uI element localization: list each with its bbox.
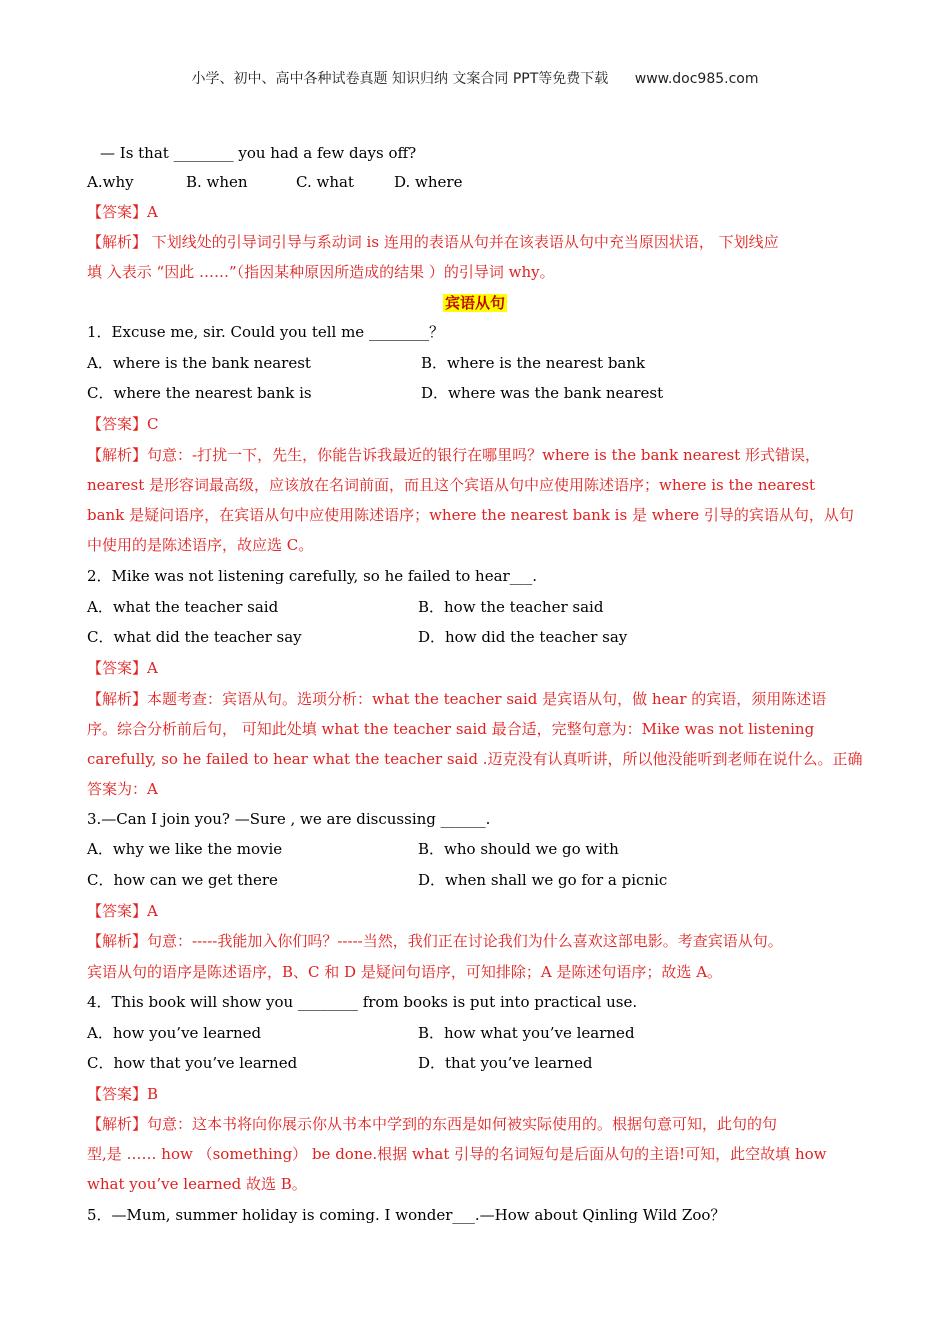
analysis-tag: 【解析】 [87, 1115, 148, 1133]
q4-option-d: D．that you’ve learned [418, 1054, 593, 1072]
q0-option-c: C. what [296, 173, 354, 191]
analysis-tag: 【解析】 [87, 690, 148, 708]
q4-analysis-line-2: 型,是 …… how （something） be done.根据 what 引导的名词短句是后面从句的主语!可知，此空故填 how [87, 1145, 827, 1163]
q0-analysis-line-1 [87, 232, 877, 252]
q3-option-a: A．why we like the movie [87, 840, 283, 858]
q2-analysis-line-4: 答案为：A [87, 780, 158, 798]
q2-stem: 2．Mike was not listening carefully, so he failed to hear___. [87, 567, 537, 585]
q1-option-b: B．where is the nearest bank [421, 354, 646, 372]
q1-analysis-line-1 [87, 445, 877, 465]
q4-analysis-line-1 [87, 1114, 877, 1134]
q4-answer [87, 1084, 877, 1104]
analysis-text: 本题考查：宾语从句。选项分析：what the teacher said 是宾语从句，做 hear 的宾语，须用陈述语 [147, 690, 827, 708]
q2-option-b: B．how the teacher said [418, 598, 604, 616]
q1-analysis-line-3: bank 是疑问语序，在宾语从句中应使用陈述语序；where the nearest bank is 是 where 引导的宾语从句，从句 [87, 506, 854, 524]
section-title [0, 292, 950, 313]
q4-option-b: B．how what you’ve learned [418, 1024, 635, 1042]
q0-analysis-line-2: 填 入表示 “因此 ……”（指因某种原因所造成的结果 ）的引导词 why。 [87, 263, 555, 281]
analysis-text: 句意：-打扰一下，先生，你能告诉我最近的银行在哪里吗？where is the bank nearest 形式错误， [147, 446, 820, 464]
q3-stem: 3.—Can I join you? —Sure , we are discussing ______. [87, 810, 491, 828]
answer-tag: 【答案】 [87, 1085, 148, 1103]
q4-option-c: C．how that you’ve learned [87, 1054, 298, 1072]
answer-value: B [147, 1085, 159, 1103]
answer-tag: 【答案】 [87, 659, 148, 677]
analysis-tag: 【解析】 [87, 233, 148, 251]
header-site: www.doc985.com [634, 71, 759, 87]
q2-option-d: D．how did the teacher say [418, 628, 628, 646]
analysis-text: 句意：-----我能加入你们吗？-----当然，我们正在讨论我们为什么喜欢这部电影。考查宾语从句。 [147, 932, 783, 950]
answer-value: A [147, 902, 158, 920]
q1-option-a: A．where is the bank nearest [87, 354, 311, 372]
analysis-tag: 【解析】 [87, 932, 148, 950]
q2-analysis-line-1 [87, 689, 877, 709]
q0-option-a: A.why [87, 173, 134, 191]
q3-option-c: C．how can we get there [87, 871, 278, 889]
q0-option-d: D. where [394, 173, 463, 191]
answer-tag: 【答案】 [87, 203, 148, 221]
page-header [0, 68, 950, 88]
q4-analysis-line-3: what you’ve learned 故选 B。 [87, 1175, 307, 1193]
q2-answer [87, 658, 877, 678]
q1-answer [87, 414, 877, 434]
q2-analysis-line-3: carefully, so he failed to hear what the teacher said .迈克没有认真听讲，所以他没能听到老师在说什么。正确 [87, 750, 863, 768]
q4-option-a: A．how you’ve learned [87, 1024, 262, 1042]
analysis-text: 句意：这本书将向你展示你从书本中学到的东西是如何被实际使用的。根据句意可知，此句的句 [147, 1115, 778, 1133]
q2-option-c: C．what did the teacher say [87, 628, 302, 646]
q0-option-b: B. when [186, 173, 248, 191]
analysis-tag: 【解析】 [87, 446, 148, 464]
answer-tag: 【答案】 [87, 902, 148, 920]
q4-stem: 4．This book will show you ________ from books is put into practical use. [87, 993, 638, 1011]
header-text: 小学、初中、高中各种试卷真题 知识归纳 文案合同 PPT等免费下载 [191, 71, 609, 87]
q0-stem: — Is that ________ you had a few days off? [100, 144, 417, 162]
section-title-text: 宾语从句 [444, 294, 505, 312]
q5-stem: 5．—Mum, summer holiday is coming. I wonder___.—How about Qinling Wild Zoo？ [87, 1206, 726, 1224]
q1-analysis-line-2: nearest 是形容词最高级，应该放在名词前面，而且这个宾语从句中应使用陈述语序；where is the nearest [87, 476, 816, 494]
q1-option-c: C．where the nearest bank is [87, 384, 312, 402]
answer-tag: 【答案】 [87, 415, 148, 433]
q3-answer [87, 901, 877, 921]
q3-analysis-line-1 [87, 931, 877, 951]
q3-analysis-line-2: 宾语从句的语序是陈述语序，B、C 和 D 是疑问句语序，可知排除；A 是陈述句语序；故选 A。 [87, 963, 723, 981]
answer-value: A [147, 659, 158, 677]
q1-analysis-line-4: 中使用的是陈述语序，故应选 C。 [87, 536, 314, 554]
answer-value: C [147, 415, 159, 433]
q1-stem: 1．Excuse me, sir. Could you tell me ________？ [87, 323, 444, 341]
analysis-text: 下划线处的引导词引导与系动词 is 连用的表语从句并在该表语从句中充当原因状语， 下划线应 [147, 233, 779, 251]
q2-analysis-line-2: 序。综合分析前后句， 可知此处填 what the teacher said 最合适，完整句意为：Mike was not listening [87, 720, 815, 738]
q0-answer [87, 202, 877, 222]
q1-option-d: D．where was the bank nearest [421, 384, 664, 402]
q3-option-b: B．who should we go with [418, 840, 619, 858]
answer-value: A [147, 203, 158, 221]
q2-option-a: A．what the teacher said [87, 598, 279, 616]
q3-option-d: D．when shall we go for a picnic [418, 871, 668, 889]
